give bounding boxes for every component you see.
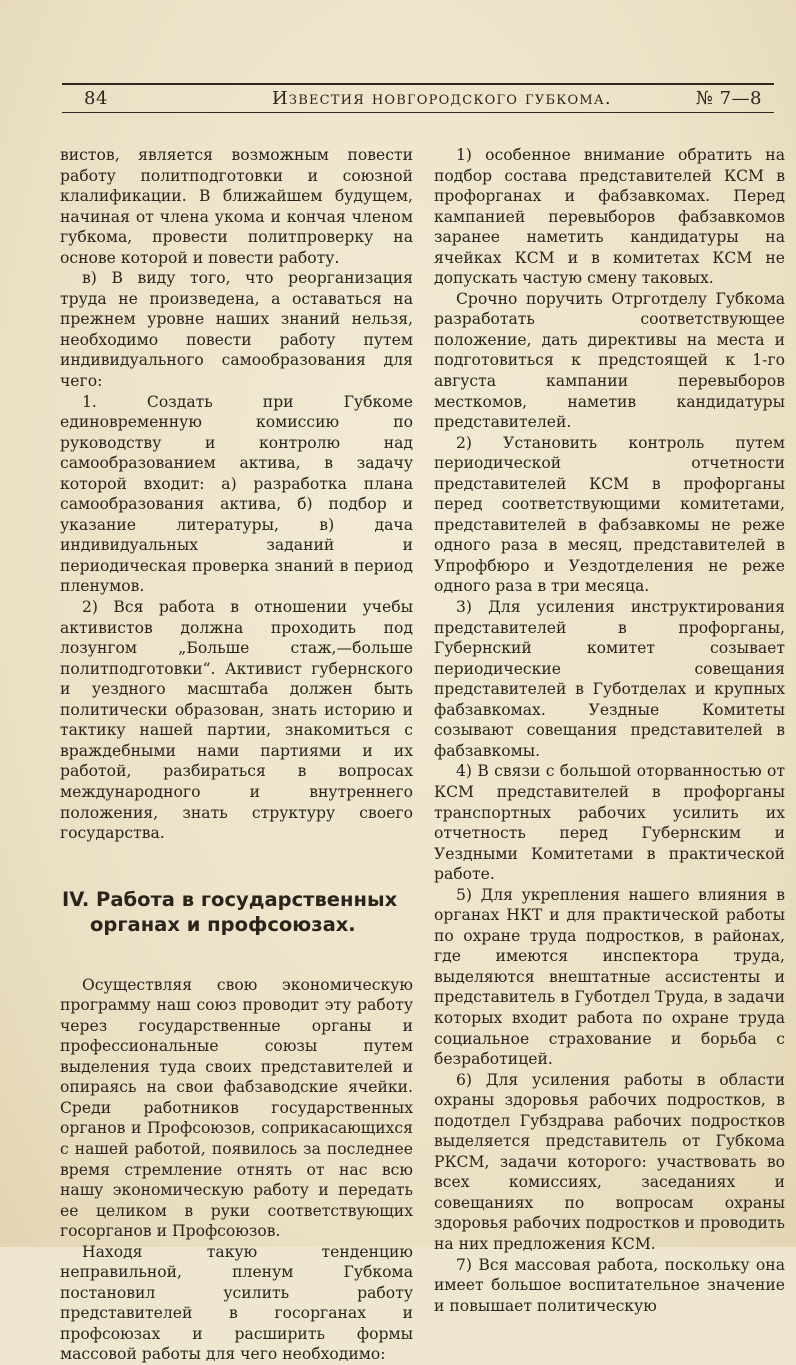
paragraph: 7) Вся массовая работа, поскольку она имеет большое воспитательное значение и повышает политическую	[434, 1255, 785, 1315]
section-heading-line1: IV. Работа в государственных	[62, 887, 398, 911]
paragraph: в) В виду того, что реорганизация труда не произведена, а оставаться на прежнем уровне наших знаний нельзя, необходимо повести работу путем индивидуального самообразования для чего:	[60, 269, 413, 391]
paragraph: Находя такую тенденцию неправильной, пленум Губкома постановил усилить работу представителей в госорганах и профсоюзах и расширить формы массовой работы для чего необходимо:	[60, 1242, 413, 1364]
paragraph: 3) Для усиления инструктирования представителей в профорганы, Губернский комитет созывает периодические совещания представителей в Губотделах и крупных фабзавкомах. Уездные Комитеты созывают совещания представителей в фабзавкомы.	[434, 598, 785, 760]
paragraph: Осуществляя свою экономическую программу наш союз проводит эту работу через государственные органы и профессиональные союзы путем выделения туда своих представителей и опираясь на свои фабзаводские ячейки. Среди работников государственных органов и Профсоюзов, соприкасающихся с нашей работой, появилось за последнее время стремление отнять от нас всю нашу экономическую работу и передать ее целиком в руки соответствующих госорганов и Профсоюзов.	[60, 975, 413, 1241]
left-column	[60, 145, 413, 1365]
section-heading-line2: органах и профсоюзах.	[90, 912, 356, 936]
paragraph: 2) Вся работа в отношении учебы активистов должна проходить под лозунгом „Больше стаж,—больше политподготовки“. Активист губернского и уездного масштаба должен быть политически образован, знать историю и тактику нашей партии, знакомиться с враждебными нами партиями и их работой, разбираться в вопросах международного и внутреннего положения, знать структуру своего государства.	[60, 598, 413, 843]
right-column	[434, 145, 785, 1316]
paragraph: вистов, является возможным повести работу политподготовки и союзной клалификации. В ближайшем будущем, начиная от члена укома и кончая членом губкома, провести политпроверку на основе которой и повести работу.	[60, 146, 413, 267]
header-bottom-rule	[62, 112, 774, 113]
section-heading	[60, 887, 413, 937]
paragraph: Срочно поручить Отрготделу Губкома разработать соответствующее положение, дать директивы на места и подготовиться к предстоящей к 1-го августа кампании перевыборов месткомов, наметив кандидатуры представителей.	[434, 289, 785, 432]
journal-title: Известия новгородского губкома.	[272, 88, 612, 109]
paragraph: 4) В связи с большой оторванностью от КСМ представителей в профорганы транспортных рабочих усилить их отчетность перед Губернским и Уездными Комитетами в практической работе.	[434, 762, 785, 884]
paragraph: 1) особенное внимание обратить на подбор состава представителей КСМ в профорганах и фабзавкомах. Перед кампанией перевыборов фабзавкомов заранее наметить кандидатуры на ячейках КСМ и в комитетах КСМ не допускать частую смену таковых.	[434, 146, 785, 288]
header-top-rule	[62, 83, 774, 85]
paragraph: 2) Установить контроль путем периодической отчетности представителей КСМ в профорганы перед соответствующими комитетами, представителей в фабзавкомы не реже одного раза в месяц, представителей в Упрофбюро и Уездотделения не реже одного раза в три месяца.	[434, 433, 785, 596]
running-header	[62, 88, 774, 112]
page-number: 84	[84, 88, 108, 109]
paragraph: 1. Создать при Губкоме единовременную комиссию по руководству и контролю над самообразованием актива, в задачу которой входит: а) разработка плана самообразования актива, б) подбор и указание литературы, в) дача индивидуальных заданий и периодическая проверка знаний в период пленумов.	[60, 392, 413, 596]
paragraph: 6) Для усиления работы в области охраны здоровья рабочих подростков, в подотдел Губздрава рабочих подростков выделяется представитель от Губкома РКСМ, задачи которого: участвовать во всех комиссиях, заседаниях и совещаниях по вопросам охраны здоровья рабочих подростков и проводить на них предложения КСМ.	[434, 1070, 785, 1253]
paragraph: 5) Для укрепления нашего влияния в органах НКТ и для практической работы по охране труда подростков, в районах, где имеются инспектора труда, выделяются внештатные ассистенты и представитель в Губотдел Труда, в задачи которых входит работа по охране труда социальное страхование и борьба с безработицей.	[434, 885, 785, 1069]
issue-number: № 7—8	[695, 88, 762, 109]
